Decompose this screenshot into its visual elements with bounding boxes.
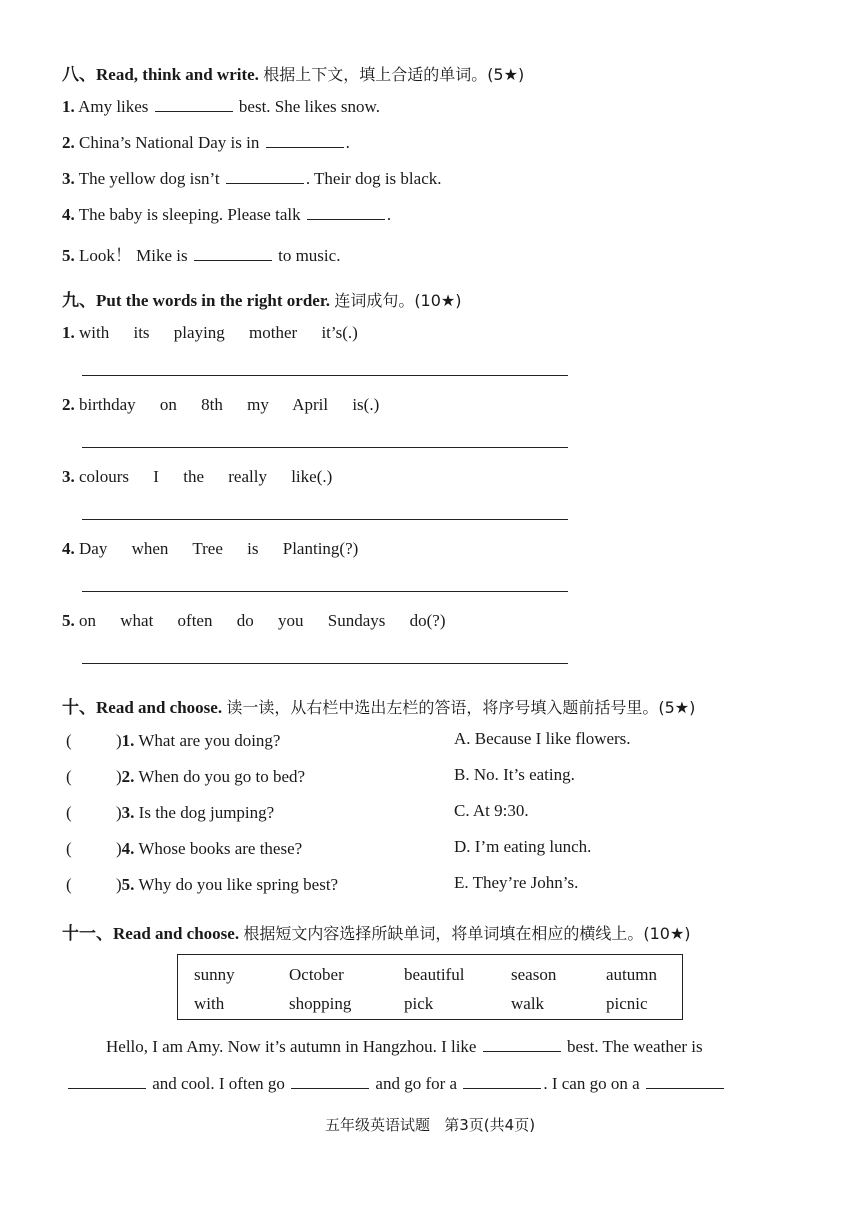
question-text	[116, 839, 302, 859]
end-punctuation: (?)	[339, 539, 359, 558]
word-bank-word: shopping	[289, 994, 352, 1013]
scrambled-word: really	[228, 467, 267, 486]
bracket-close: )	[116, 767, 122, 786]
answer-bracket[interactable]: (	[66, 839, 72, 858]
item-number: 1.	[62, 323, 75, 342]
section-9-title-zh: 连词成句。(10★)	[334, 291, 462, 310]
word-bank-word: season	[511, 965, 557, 984]
word-bank-word: walk	[511, 994, 545, 1013]
scrambled-word: my	[247, 395, 269, 414]
fill-blank[interactable]	[68, 1074, 146, 1089]
scrambled-word: playing	[173, 323, 225, 342]
question-text	[116, 875, 338, 895]
fill-blank[interactable]	[155, 97, 233, 112]
item-number: 5.	[62, 611, 75, 630]
passage-text: best. The weather is	[566, 1037, 703, 1056]
section-10-heading	[62, 693, 695, 718]
scrambled-word: like	[291, 467, 317, 486]
scrambled-word: Tree	[192, 539, 223, 558]
scrambled-word: April	[292, 395, 329, 414]
item-text-post: best. She likes snow.	[238, 97, 380, 116]
passage-text: Hello, I am Amy. Now it’s autumn in Hangzhou. I like	[106, 1037, 477, 1056]
question-text	[116, 767, 305, 787]
item-text-pre: Amy likes	[78, 97, 149, 116]
answer-line[interactable]	[82, 591, 568, 592]
item-number: 3.	[62, 169, 75, 188]
scrambled-word: 8th	[201, 395, 223, 414]
section-9-title-en: 九、Put the words in the right order.	[62, 291, 331, 310]
option-a: A. Because I like flowers.	[454, 729, 631, 748]
s9-item-2	[62, 395, 379, 415]
fill-blank[interactable]	[646, 1074, 724, 1089]
s8-item-4	[62, 205, 391, 225]
scrambled-word: its	[133, 323, 150, 342]
bracket-close: )	[116, 731, 122, 750]
bracket-close: )	[116, 803, 122, 822]
item-number: 4.	[121, 839, 135, 858]
passage-text: and cool. I often go	[152, 1074, 285, 1093]
fill-blank[interactable]	[194, 246, 272, 261]
scrambled-word: birthday	[79, 395, 136, 414]
word-bank-word: autumn	[606, 965, 657, 984]
scrambled-word: what	[120, 611, 154, 630]
passage-text: and go for a	[375, 1074, 458, 1093]
section-8-heading	[62, 60, 524, 85]
answer-bracket[interactable]: (	[66, 767, 72, 786]
footer-title: 五年级英语试题	[324, 1116, 430, 1134]
scrambled-word: it’s	[321, 323, 343, 342]
answer-line[interactable]	[82, 447, 568, 448]
option-d: D. I’m eating lunch.	[454, 837, 592, 856]
item-number: 2.	[121, 767, 135, 786]
scrambled-word: the	[183, 467, 204, 486]
end-punctuation: (.)	[363, 395, 380, 414]
scrambled-word: is	[352, 395, 364, 414]
scrambled-word: I	[153, 467, 159, 486]
scrambled-word: colours	[79, 467, 130, 486]
question-label: What are you doing?	[138, 731, 281, 750]
scrambled-word: with	[79, 323, 110, 342]
item-text-post: .	[386, 205, 392, 224]
s8-item-1	[62, 97, 380, 117]
word-bank-word: picnic	[606, 994, 648, 1013]
answer-bracket[interactable]: (	[66, 875, 72, 894]
item-text-pre: Look！ Mike is	[79, 246, 188, 265]
fill-blank[interactable]	[266, 133, 344, 148]
section-9-heading	[62, 286, 462, 311]
s8-item-2	[62, 133, 350, 153]
footer-page-number: 第3页(共4页)	[444, 1116, 536, 1134]
fill-blank[interactable]	[291, 1074, 369, 1089]
scrambled-word: Sundays	[327, 611, 386, 630]
item-number: 5.	[62, 246, 75, 265]
scrambled-word: Planting	[282, 539, 340, 558]
word-bank-word: sunny	[194, 965, 235, 984]
s9-item-1	[62, 323, 358, 343]
option-c: C. At 9:30.	[454, 801, 529, 820]
question-label: Whose books are these?	[138, 839, 303, 858]
item-number: 4.	[62, 539, 75, 558]
scrambled-word: Day	[79, 539, 108, 558]
page-footer	[0, 1114, 860, 1135]
item-number: 4.	[62, 205, 75, 224]
s8-item-3	[62, 169, 442, 189]
s9-item-5	[62, 611, 445, 631]
scrambled-word: do	[409, 611, 427, 630]
scrambled-word: on	[79, 611, 96, 630]
scrambled-word: is	[247, 539, 259, 558]
scrambled-word: mother	[249, 323, 298, 342]
section-11-title-zh: 根据短文内容选择所缺单词，将单词填在相应的横线上。(10★)	[243, 924, 691, 943]
scrambled-word: you	[277, 611, 304, 630]
option-e: E. They’re John’s.	[454, 873, 579, 892]
word-bank-word: beautiful	[404, 965, 465, 984]
bracket-close: )	[116, 839, 122, 858]
passage-line-1	[106, 1037, 703, 1057]
section-11-title-en: 十一、Read and choose.	[62, 924, 240, 943]
item-number: 3.	[121, 803, 135, 822]
answer-bracket[interactable]: (	[66, 803, 72, 822]
word-bank-word: October	[289, 965, 344, 984]
item-text-post: to music.	[278, 246, 341, 265]
item-text-pre: The yellow dog isn’t	[78, 169, 220, 188]
fill-blank[interactable]	[226, 169, 304, 184]
question-label: When do you go to bed?	[138, 767, 306, 786]
section-8-title-zh: 根据上下文，填上合适的单词。(5★)	[263, 65, 525, 84]
passage-line-2	[66, 1074, 726, 1094]
answer-bracket[interactable]: (	[66, 731, 72, 750]
question-text	[116, 731, 280, 751]
question-label: Why do you like spring best?	[138, 875, 339, 894]
word-bank-word: with	[194, 994, 225, 1013]
answer-line[interactable]	[82, 375, 568, 376]
fill-blank[interactable]	[463, 1074, 541, 1089]
question-label: Is the dog jumping?	[138, 803, 275, 822]
bracket-close: )	[116, 875, 122, 894]
s9-item-4	[62, 539, 358, 559]
answer-line[interactable]	[82, 663, 568, 664]
s9-item-3	[62, 467, 332, 487]
section-10-title-zh: 读一读，从右栏中选出左栏的答语，将序号填入题前括号里。(5★)	[226, 698, 696, 717]
word-bank-word: pick	[404, 994, 434, 1013]
item-text-pre: The baby is sleeping. Please talk	[78, 205, 301, 224]
section-10-title-en: 十、Read and choose.	[62, 698, 223, 717]
item-number: 2.	[62, 133, 75, 152]
end-punctuation: (.)	[316, 467, 333, 486]
item-number: 2.	[62, 395, 75, 414]
question-text	[116, 803, 274, 823]
scrambled-word: often	[177, 611, 213, 630]
end-punctuation: (?)	[426, 611, 446, 630]
scrambled-word: when	[131, 539, 169, 558]
word-bank-box	[177, 954, 683, 1020]
passage-text: . I can go on a	[543, 1074, 640, 1093]
scrambled-word: on	[159, 395, 177, 414]
option-b: B. No. It’s eating.	[454, 765, 575, 784]
item-number: 1.	[121, 731, 135, 750]
section-11-heading	[62, 919, 691, 944]
section-8-title-en: 八、Read, think and write.	[62, 65, 259, 84]
fill-blank[interactable]	[483, 1037, 561, 1052]
item-text-pre: China’s National Day is in	[79, 133, 260, 152]
end-punctuation: (.)	[342, 323, 358, 342]
item-number: 3.	[62, 467, 75, 486]
s8-item-5	[62, 241, 340, 266]
item-number: 1.	[62, 97, 75, 116]
answer-line[interactable]	[82, 519, 568, 520]
item-text-post: . Their dog is black.	[305, 169, 442, 188]
item-number: 5.	[121, 875, 135, 894]
scrambled-word: do	[236, 611, 254, 630]
item-text-post: .	[345, 133, 350, 152]
fill-blank[interactable]	[307, 205, 385, 220]
